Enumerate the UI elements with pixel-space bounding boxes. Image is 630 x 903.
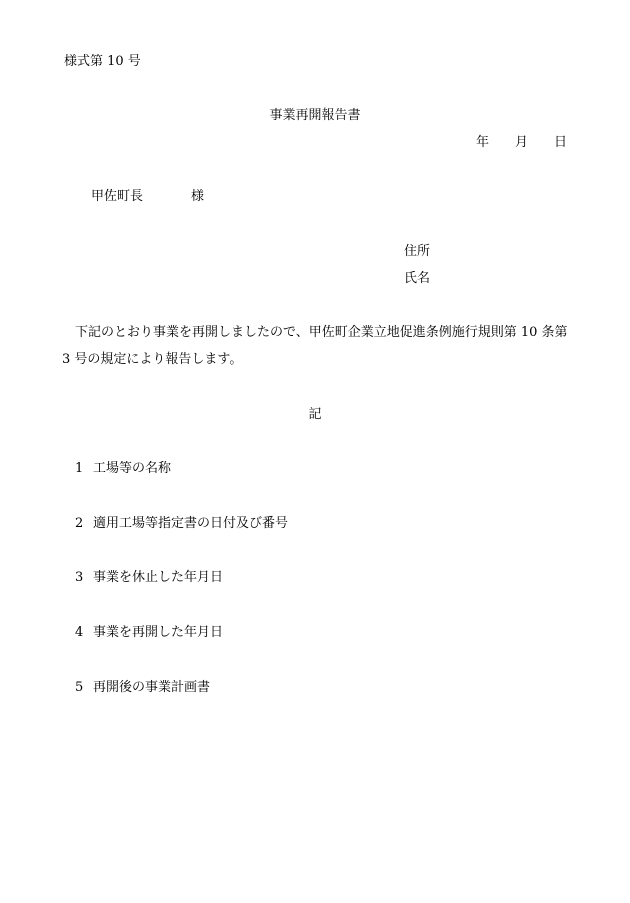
report-body-text: 下記のとおり事業を再開しましたので、甲佐町企業立地促進条例施行規則第 10 条第 3 号の規定により報告します。 bbox=[62, 325, 568, 367]
date-month-label: 月 bbox=[514, 135, 528, 150]
sender-name-label: 氏名 bbox=[404, 271, 431, 286]
item-label: 事業を休止した年月日 bbox=[93, 570, 224, 585]
item-number: 4 bbox=[75, 625, 84, 640]
list-item bbox=[75, 462, 171, 475]
item-label: 適用工場等指定書の日付及び番号 bbox=[93, 516, 289, 531]
list-item bbox=[75, 517, 288, 530]
form-number: 様式第 10 号 bbox=[64, 54, 141, 69]
document-title: 事業再開報告書 bbox=[269, 108, 361, 123]
list-item bbox=[75, 681, 210, 694]
date-year-label: 年 bbox=[475, 135, 489, 150]
item-number: 5 bbox=[75, 680, 84, 695]
item-label: 事業を再開した年月日 bbox=[93, 625, 224, 640]
item-number: 2 bbox=[75, 516, 84, 531]
sender-address-label: 住所 bbox=[404, 244, 431, 259]
addressee-honorific: 様 bbox=[191, 189, 205, 204]
item-label: 再開後の事業計画書 bbox=[93, 680, 211, 695]
item-number: 3 bbox=[75, 570, 84, 585]
date-day-label: 日 bbox=[553, 135, 567, 150]
list-item bbox=[75, 571, 223, 584]
item-label: 工場等の名称 bbox=[93, 461, 172, 476]
addressee-name: 甲佐町長 bbox=[91, 189, 144, 204]
ki-heading: 記 bbox=[308, 407, 322, 422]
list-item bbox=[75, 626, 223, 639]
item-number: 1 bbox=[75, 461, 84, 476]
date-line bbox=[476, 136, 567, 149]
addressee bbox=[91, 190, 204, 203]
